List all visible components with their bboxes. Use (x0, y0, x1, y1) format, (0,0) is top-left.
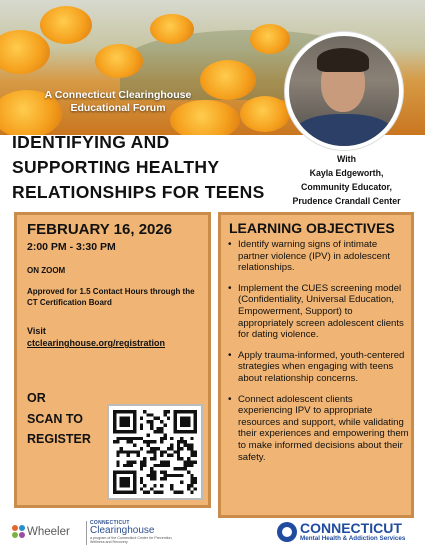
clearinghouse-logo (90, 520, 180, 544)
poppy-flower-image (250, 24, 290, 54)
presenter-with: With (337, 154, 356, 164)
list-item: • Identify warning signs of intimate partner violence (IPV) in adolescent relationships. (225, 239, 409, 274)
clearinghouse-small: CONNECTICUT (90, 520, 130, 526)
event-location: ON ZOOM (27, 266, 66, 275)
forum-title: A Connecticut Clearinghouse Educational Forum (44, 89, 192, 114)
list-item: • Apply trauma-informed, youth-centered strategies when engaging with teens about relationship concerns. (225, 350, 409, 385)
scan-to-register (27, 388, 91, 450)
presenter-name: Kayla Edgeworth, (309, 168, 384, 178)
dmhas-name: CONNECTICUT (300, 520, 402, 536)
poppy-flower-image (95, 44, 143, 78)
title-line: SUPPORTING HEALTHY (12, 157, 220, 177)
poppy-flower-image (0, 30, 50, 74)
wheeler-logo (12, 525, 70, 538)
wheeler-wordmark: Wheeler (27, 525, 70, 538)
dmhas-logo (277, 521, 405, 542)
presenter-org: Prudence Crandall Center (292, 196, 401, 206)
scan-line: REGISTER (27, 432, 91, 446)
visit-label: Visit (27, 326, 46, 336)
list-item: • Implement the CUES screening model (Confidentiality, Universal Education, Empowerment, Support) to appropriately screen adolescent clients for dating violence. (225, 283, 409, 341)
dmhas-mark-icon (277, 522, 297, 542)
wheeler-mark-icon (12, 525, 25, 538)
dmhas-subtitle: Mental Health & Addiction Services (300, 535, 406, 542)
clearinghouse-tagline: a program of the Connecticut Center for Prevention, Wellness and Recovery (90, 536, 173, 545)
poppy-flower-image (240, 96, 290, 132)
poppy-flower-image (40, 6, 92, 44)
event-time: 2:00 PM - 3:30 PM (27, 241, 116, 253)
qr-code[interactable] (107, 404, 203, 500)
presenter-role: Community Educator, (301, 182, 392, 192)
event-details-panel (14, 212, 211, 508)
scan-line: OR (27, 391, 46, 405)
title-line: IDENTIFYING AND (12, 132, 170, 152)
contact-hours: Approved for 1.5 Contact Hours through the CT Certification Board (27, 287, 195, 307)
title-line: RELATIONSHIPS FOR TEENS (12, 182, 265, 202)
presenter-photo (285, 32, 403, 150)
presenter-info (268, 152, 425, 208)
poppy-flower-image (150, 14, 194, 44)
registration-link[interactable]: ctclearinghouse.org/registration (27, 338, 166, 348)
qr-code-icon (113, 410, 197, 494)
registration-info (27, 325, 212, 349)
list-item: • Connect adolescent clients experiencing IPV to appropriate resources and support, while validating their experiences and empowering them to make informed decisions about their safety. (225, 394, 409, 464)
learning-objectives-panel (218, 212, 414, 518)
poppy-flower-image (200, 60, 256, 100)
objectives-title: LEARNING OBJECTIVES (229, 220, 395, 236)
scan-line: SCAN TO (27, 411, 84, 426)
page-title (12, 130, 282, 205)
objectives-list (225, 239, 409, 472)
clearinghouse-big: Clearinghouse (90, 525, 155, 536)
event-date: FEBRUARY 16, 2026 (27, 221, 173, 238)
footer-divider (86, 521, 87, 545)
footer-logos (0, 515, 425, 550)
